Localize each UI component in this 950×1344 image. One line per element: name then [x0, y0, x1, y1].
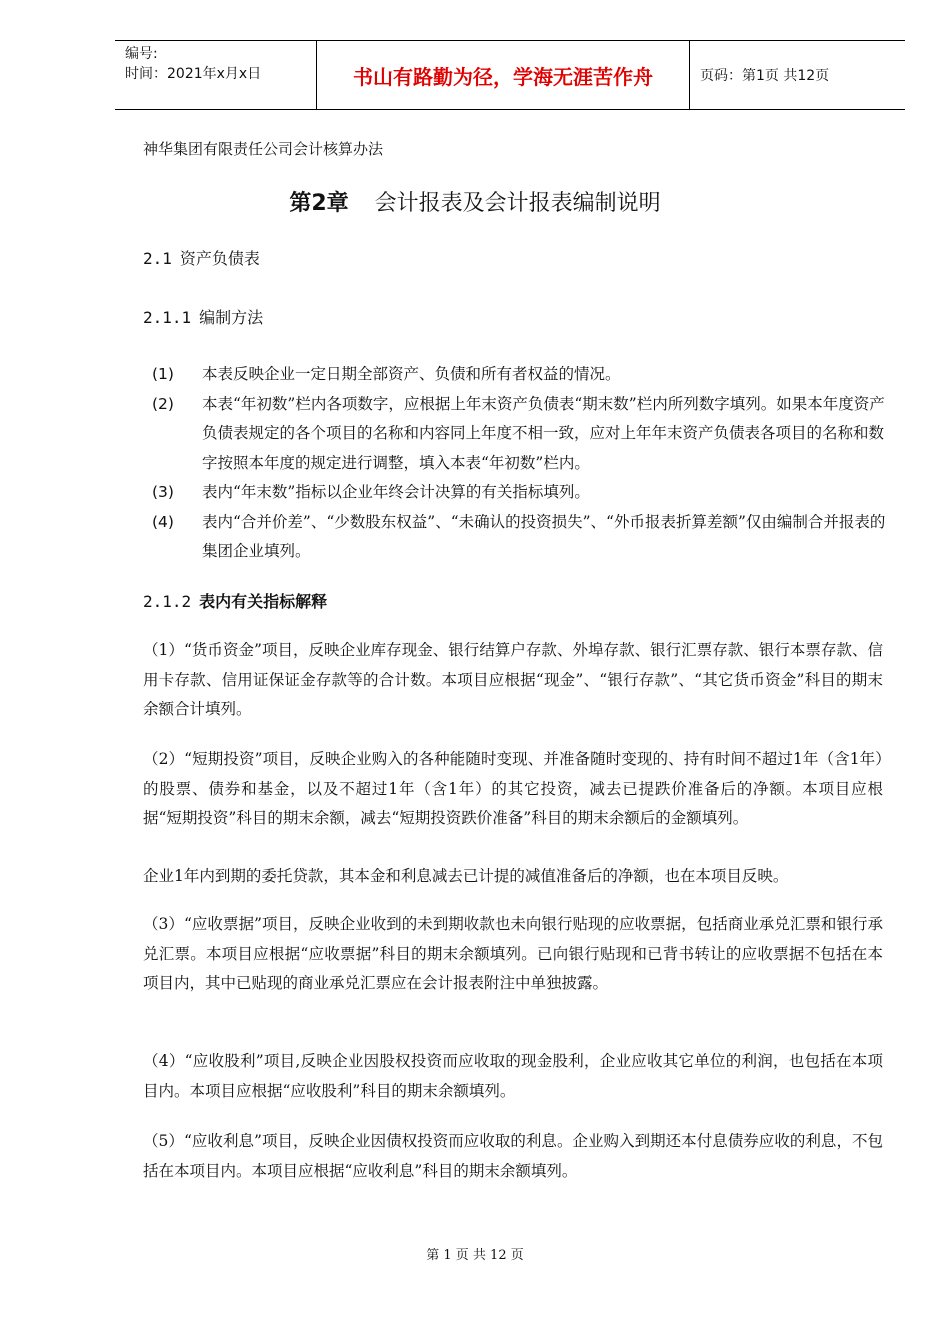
paragraph: （1）“货币资金”项目，反映企业库存现金、银行结算户存款、外埠存款、银行汇票存款、银行本票存款、信用卡存款、信用证保证金存款等的合计数。本项目应根据“现金”、“银行存款”、“其它货币资金”科目的期末余额合计填列。	[143, 641, 883, 718]
document-title: 神华集团有限责任公司会计核算办法	[143, 140, 384, 158]
list-number: (1)	[152, 365, 174, 383]
list-text: 本表反映企业一定日期全部资产、负债和所有者权益的情况。	[202, 365, 621, 383]
page-header	[115, 40, 905, 110]
list-item	[152, 360, 892, 390]
list-text: 表内“合并价差”、“少数股东权益”、“未确认的投资损失”、“外币报表折算差额”仅由编制合并报表的集团企业填列。	[202, 512, 886, 560]
list-number: (3)	[152, 483, 174, 501]
chapter-heading	[0, 186, 950, 217]
section-number: 2.1.1	[143, 308, 192, 327]
section-title: 资产负债表	[179, 249, 260, 268]
time-label: 时间：2021年x月x日	[125, 66, 262, 82]
section-title: 表内有关指标解释	[199, 592, 328, 611]
page-footer: 第 1 页 共 12 页	[426, 1248, 524, 1263]
paragraph: （2）“短期投资”项目，反映企业购入的各种能随时变现、并准备随时变现的、持有时间不超过1年（含1年）的股票、债券和基金，以及不超过1年（含1年）的其它投资，减去已提跌价准备后的净额。本项目应根据“短期投资”科目的期末余额，减去“短期投资跌价准备”科目的期末余额后的金额填列。	[143, 750, 883, 827]
method-list	[152, 360, 892, 567]
chapter-number: 第2章	[289, 191, 349, 216]
number-label: 编号:	[125, 46, 158, 62]
list-number: (2)	[152, 394, 174, 413]
paragraph: （3）“应收票据”项目，反映企业收到的未到期收款也未向银行贴现的应收票据，包括商业承兑汇票和银行承兑汇票。本项目应根据“应收票据”科目的期末余额填列。已向银行贴现和已背书转让的应收票据不包括在本项目内，其中已贴现的商业承兑汇票应在会计报表附注中单独披露。	[143, 915, 883, 992]
paragraph: 企业1年内到期的委托贷款，其本金和利息减去已计提的减值准备后的净额，也在本项目反映。	[143, 867, 789, 885]
subsection-heading	[143, 589, 327, 612]
section-title: 编制方法	[199, 308, 264, 327]
list-item	[152, 478, 892, 508]
list-text: 本表“年初数”栏内各项数字，应根据上年末资产负债表“期末数”栏内所列数字填列。如果本年度资产负债表规定的各个项目的名称和内容同上年度不相一致，应对上年年末资产负债表各项目的名称和数字按照本年度的规定进行调整，填入本表“年初数”栏内。	[202, 394, 885, 472]
chapter-title: 会计报表及会计报表编制说明	[374, 191, 661, 216]
header-motto: 书山有路勤为径，学海无涯苦作舟	[316, 41, 690, 109]
section-number: 2.1	[143, 249, 172, 268]
header-meta	[115, 41, 316, 109]
paragraph: （4）“应收股利”项目,反映企业因股权投资而应收取的现金股利，企业应收其它单位的利润，也包括在本项目内。本项目应根据“应收股利”科目的期末余额填列。	[143, 1052, 883, 1100]
list-text: 表内“年末数”指标以企业年终会计决算的有关指标填列。	[202, 483, 590, 501]
section-heading	[143, 246, 260, 269]
subsection-heading	[143, 305, 263, 328]
paragraph: （5）“应收利息”项目，反映企业因债权投资而应收取的利息。企业购入到期还本付息债券应收的利息，不包括在本项目内。本项目应根据“应收利息”科目的期末余额填列。	[143, 1132, 883, 1180]
list-item	[152, 390, 892, 479]
header-page-label: 页码：第1页 共12页	[700, 68, 830, 84]
section-number: 2.1.2	[143, 592, 192, 611]
list-number: (4)	[152, 512, 174, 531]
list-item	[152, 508, 892, 567]
